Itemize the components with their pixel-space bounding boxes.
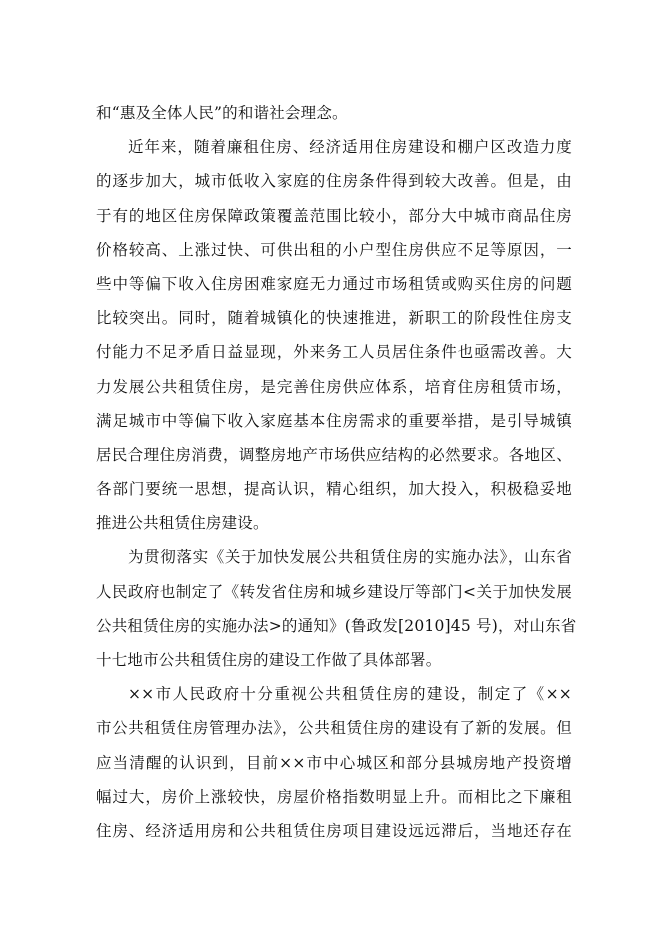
text-line: 人民政府也制定了《转发省住房和城乡建设厅等部门<关于加快发展 xyxy=(96,582,572,601)
paragraph-first-line: ××市人民政府十分重视公共租赁住房的建设，制定了《×× xyxy=(128,685,572,704)
text-line: 满足城市中等偏下收入家庭基本住房需求的重要举措，是引导城镇 xyxy=(96,411,572,430)
text-line: 公共租赁住房的实施办法>的通知》(鲁政发[2010]45 号)，对山东省 xyxy=(96,616,577,635)
text-line: 价格较高、上涨过快、可供出租的小户型住房供应不足等原因，一 xyxy=(96,240,572,259)
paragraph-first-line: 近年来，随着廉租住房、经济适用住房建设和棚户区改造力度 xyxy=(128,138,572,157)
text-line: 力发展公共租赁住房，是完善住房供应体系，培育住房租赁市场， xyxy=(96,377,572,396)
paragraph-first-line: 为贯彻落实《关于加快发展公共租赁住房的实施办法》，山东省 xyxy=(128,548,572,567)
text-line: 各部门要统一思想，提高认识，精心组织，加大投入，积极稳妥地 xyxy=(96,480,572,499)
text-line: 幅过大，房价上涨较快，房屋价格指数明显上升。而相比之下廉租 xyxy=(96,787,572,806)
text-line: 推进公共租赁住房建设。 xyxy=(96,514,269,533)
text-line: 付能力不足矛盾日益显现，外来务工人员居住条件也亟需改善。大 xyxy=(96,343,572,362)
text-line: 居民合理住房消费，调整房地产市场供应结构的必然要求。各地区、 xyxy=(96,445,572,464)
text-line: 住房、经济适用房和公共租赁住房项目建设远远滞后，当地还存在 xyxy=(96,821,572,840)
text-line: 十七地市公共租赁住房的建设工作做了具体部署。 xyxy=(96,651,442,669)
text-line: 的逐步加大，城市低收入家庭的住房条件得到较大改善。但是，由 xyxy=(96,172,572,191)
text-line: 于有的地区住房保障政策覆盖范围比较小，部分大中城市商品住房 xyxy=(96,206,572,225)
text-line: 市公共租赁住房管理办法》，公共租赁住房的建设有了新的发展。但 xyxy=(96,719,572,738)
text-line: 比较突出。同时，随着城镇化的快速推进，新职工的阶段性住房支 xyxy=(96,309,572,328)
text-line: 些中等偏下收入住房困难家庭无力通过市场租赁或购买住房的问题 xyxy=(96,274,572,293)
text-line: 和“惠及全体人民”的和谐社会理念。 xyxy=(96,104,348,122)
body-text xyxy=(96,96,577,848)
text-line: 应当清醒的认识到，目前××市中心城区和部分县城房地产投资增 xyxy=(96,753,572,772)
